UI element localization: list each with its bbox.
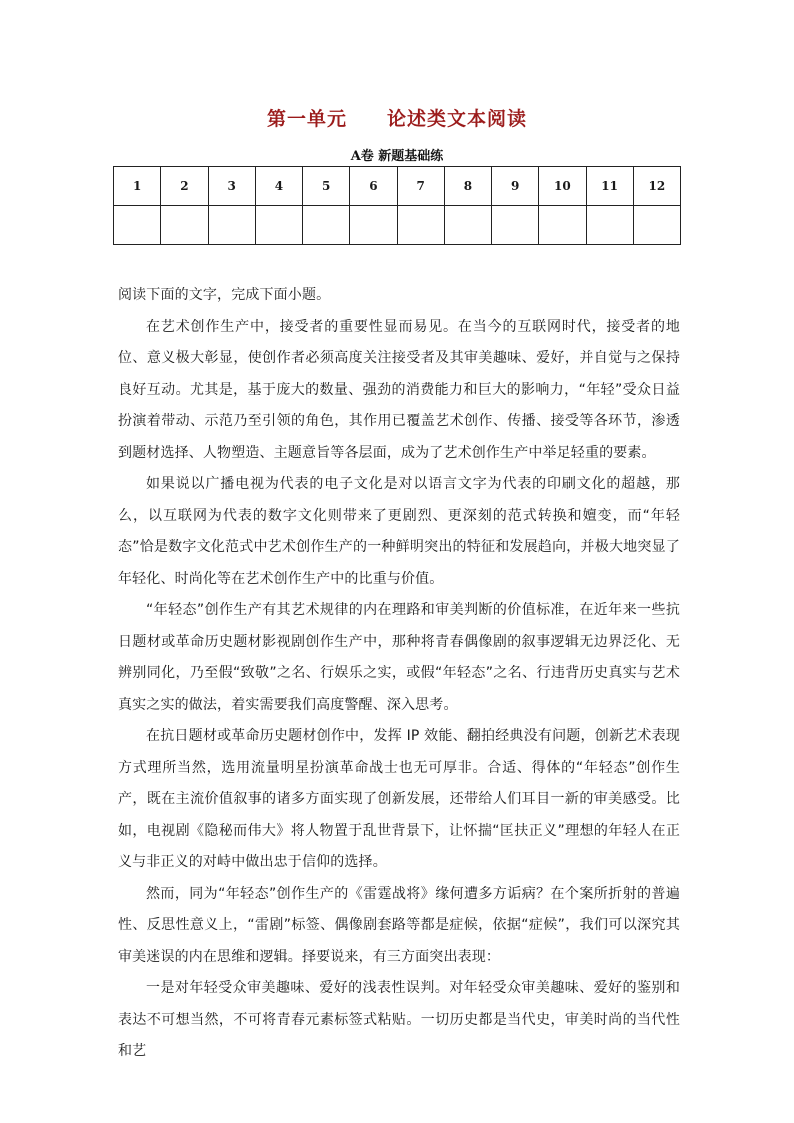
- question-number: 1: [114, 167, 161, 206]
- answer-cell: [350, 206, 397, 245]
- topic-label: 论述类文本阅读: [387, 108, 528, 130]
- answer-cell: [255, 206, 302, 245]
- passage-paragraph: 然而，同为“年轻态”创作生产的《雷霆战将》缘何遭多方诟病？在个案所折射的普遍性、反思性意义上，“雷剧”标签、偶像剧套路等都是症候，依据“症候”，我们可以深究其审美迷误的内在思维和逻辑。择要说来，有三方面突出表现：: [118, 885, 680, 965]
- question-number: 12: [633, 167, 680, 206]
- unit-label: 第一单元: [266, 108, 347, 130]
- question-number: 7: [397, 167, 444, 206]
- answer-cell: [114, 206, 161, 245]
- reading-passage: [118, 280, 680, 1068]
- passage-paragraph: “年轻态”创作生产有其艺术规律的内在理路和审美判断的价值标准，在近年来一些抗日题材或革命历史题材影视剧创作生产中，那种将青春偶像剧的叙事逻辑无边界泛化、无辨别同化，乃至假“致敬”之名、行娱乐之实，或假“年轻态”之名、行违背历史真实与艺术真实之实的做法，着实需要我们高度警醒、深入思考。: [118, 602, 680, 713]
- answer-table: [113, 166, 681, 245]
- question-number: 10: [539, 167, 586, 206]
- answer-cell: [492, 206, 539, 245]
- instruction-text: 阅读下面的文字，完成下面小题。: [118, 287, 331, 303]
- question-number: 11: [586, 167, 633, 206]
- answer-cell: [208, 206, 255, 245]
- answer-blank-row: [114, 206, 681, 245]
- answer-cell: [303, 206, 350, 245]
- question-number: 3: [208, 167, 255, 206]
- answer-cell: [633, 206, 680, 245]
- passage-paragraph: 在抗日题材或革命历史题材创作中，发挥 IP 效能、翻拍经典没有问题，创新艺术表现方式理所当然，选用流量明星扮演革命战士也无可厚非。合适、得体的“年轻态”创作生产，既在主流价值叙事的诸多方面实现了创新发展，还带给人们耳目一新的审美感受。比如，电视剧《隐秘而伟大》将人物置于乱世背景下，让怀揣“匡扶正义”理想的年轻人在正义与非正义的对峙中做出忠于信仰的选择。: [118, 728, 680, 870]
- question-number: 4: [255, 167, 302, 206]
- answer-cell: [444, 206, 491, 245]
- question-number: 9: [492, 167, 539, 206]
- question-number: 2: [161, 167, 208, 206]
- answer-cell: [586, 206, 633, 245]
- answer-cell: [539, 206, 586, 245]
- passage-paragraph: 在艺术创作生产中，接受者的重要性显而易见。在当今的互联网时代，接受者的地位、意义极大彰显，使创作者必须高度关注接受者及其审美趣味、爱好，并自觉与之保持良好互动。尤其是，基于庞大的数量、强劲的消费能力和巨大的影响力，“年轻”受众日益扮演着带动、示范乃至引领的角色，其作用已覆盖艺术创作、传播、接受等各环节，渗透到题材选择、人物塑造、主题意旨等各层面，成为了艺术创作生产中举足轻重的要素。: [118, 318, 680, 461]
- answer-cell: [161, 206, 208, 245]
- question-number: 5: [303, 167, 350, 206]
- answer-number-row: [114, 167, 681, 206]
- answer-cell: [397, 206, 444, 245]
- passage-paragraph: 如果说以广播电视为代表的电子文化是对以语言文字为代表的印刷文化的超越，那么，以互联网为代表的数字文化则带来了更剧烈、更深刻的范式转换和嬗变，而“年轻态”恰是数字文化范式中艺术创作生产的一种鲜明突出的特征和发展趋向，并极大地突显了年轻化、时尚化等在艺术创作生产中的比重与价值。: [118, 476, 680, 587]
- question-number: 6: [350, 167, 397, 206]
- passage-paragraph: 一是对年轻受众审美趣味、爱好的浅表性误判。对年轻受众审美趣味、爱好的鉴别和表达不可想当然，不可将青春元素标签式粘贴。一切历史都是当代史，审美时尚的当代性和艺: [118, 980, 680, 1059]
- question-number: 8: [444, 167, 491, 206]
- section-subtitle: A卷 新题基础练: [350, 149, 444, 164]
- document-title: [0, 104, 794, 131]
